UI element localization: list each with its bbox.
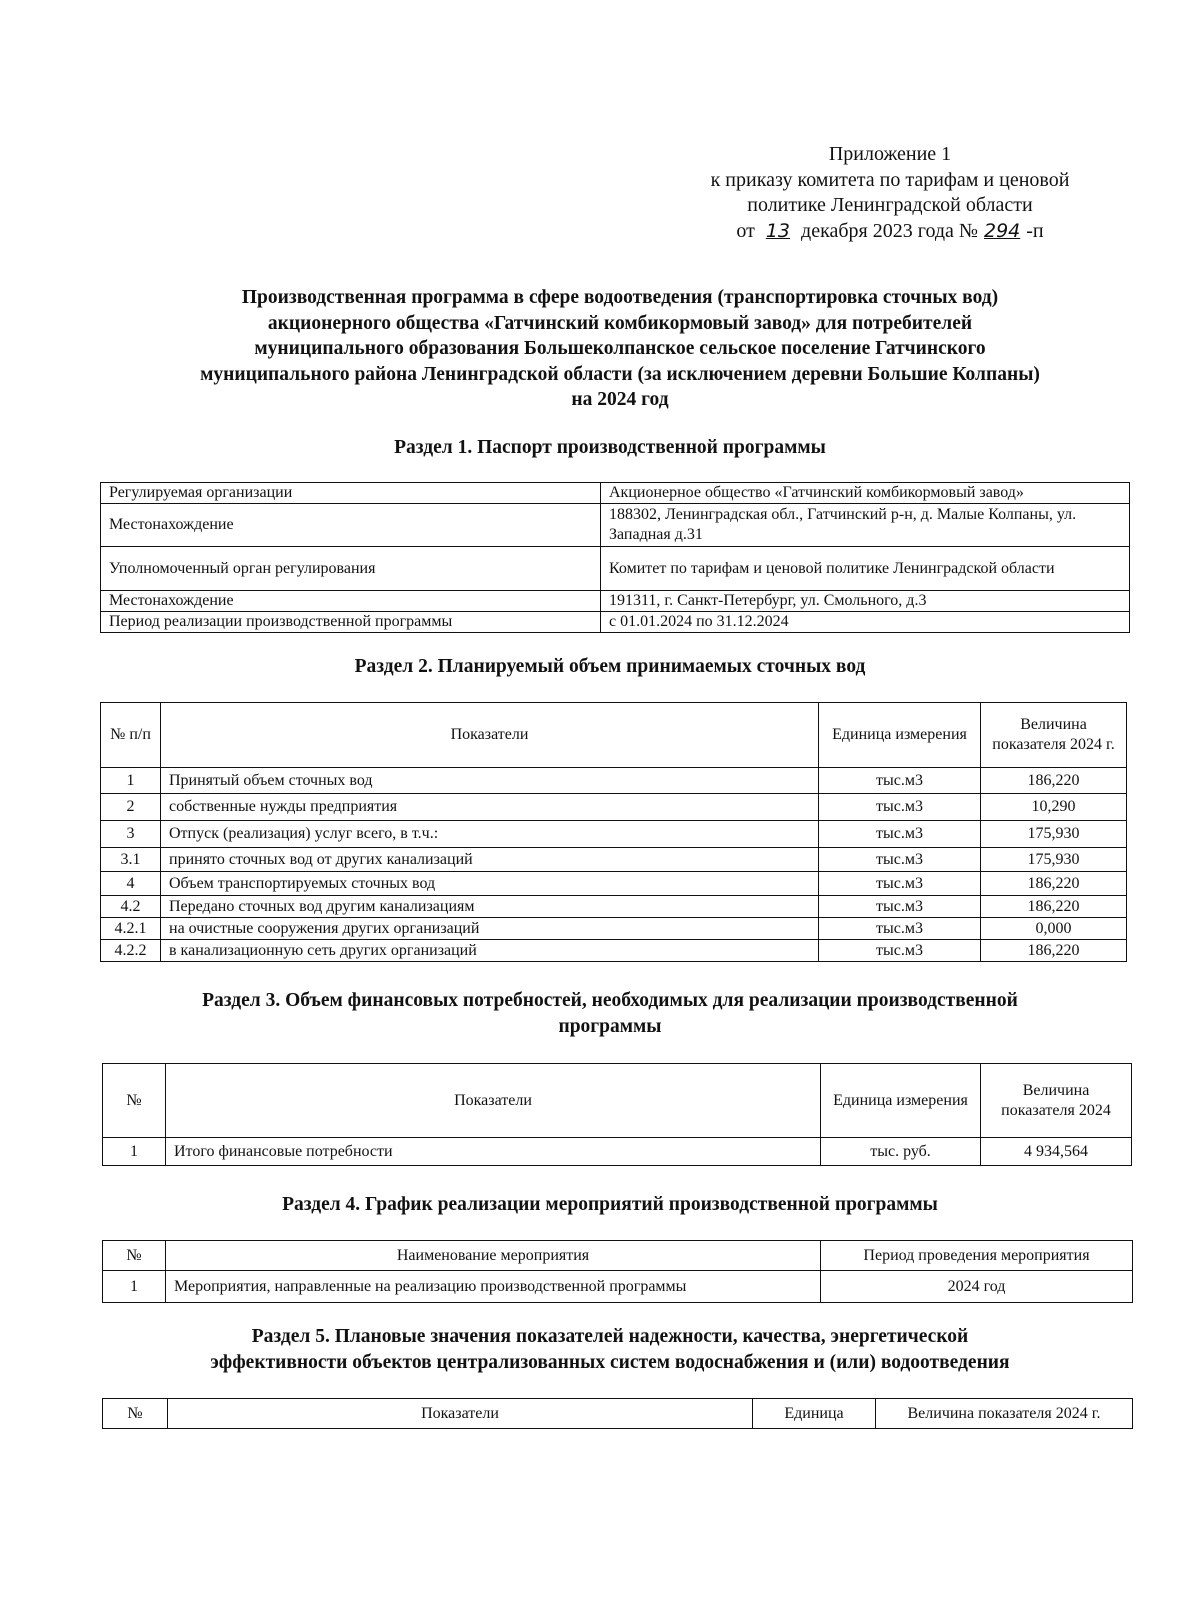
table-header-row [101, 703, 1127, 768]
cell: 3.1 [101, 848, 161, 872]
schedule-table [102, 1240, 1133, 1303]
cell: Передано сточных вод другим канализациям [161, 896, 819, 918]
section2-heading: Раздел 2. Планируемый объем принимаемых сточных вод [354, 656, 866, 677]
header-cell: № [103, 1241, 166, 1271]
document-title [90, 285, 1150, 413]
section3-heading [90, 988, 1130, 1040]
cell: Период реализации производственной программы [101, 612, 601, 633]
heading-line: Раздел 5. Плановые значения показателей надежности, качества, энергетической [251, 1326, 969, 1347]
table-row [101, 896, 1127, 918]
table-header-row [103, 1399, 1133, 1429]
table-row [101, 848, 1127, 872]
appendix-date-line [640, 219, 1140, 245]
header-cell: Величина показателя 2024 г. [981, 703, 1127, 768]
wastewater-volume-table [100, 702, 1127, 962]
header-cell: Показатели [161, 703, 819, 768]
cell: Местонахождение [101, 591, 601, 612]
header-cell: Период проведения мероприятия [821, 1241, 1133, 1271]
section4-heading: Раздел 4. График реализации мероприятий производственной программы [282, 1194, 938, 1215]
cell: в канализационную сеть других организаций [161, 940, 819, 962]
cell: Акционерное общество «Гатчинский комбикормовый завод» [601, 483, 1130, 504]
header-cell: Величина показателя 2024 [981, 1064, 1132, 1138]
header-cell: Величина показателя 2024 г. [876, 1399, 1133, 1429]
cell: 2024 год [821, 1271, 1133, 1303]
table-header-row [103, 1241, 1133, 1271]
table-row [101, 591, 1130, 612]
cell: Отпуск (реализация) услуг всего, в т.ч.: [161, 821, 819, 848]
table-row [101, 547, 1130, 591]
cell: тыс. руб. [821, 1138, 981, 1166]
cell: 2 [101, 794, 161, 821]
cell: на очистные сооружения других организаций [161, 918, 819, 940]
cell: 1 [103, 1271, 166, 1303]
cell: 4.2.2 [101, 940, 161, 962]
cell: Комитет по тарифам и ценовой политике Ленинградской области [601, 547, 1130, 591]
order-number: 294 [984, 219, 1021, 242]
cell: тыс.м3 [819, 848, 981, 872]
header-cell: № [103, 1399, 168, 1429]
cell: 186,220 [981, 872, 1127, 896]
order-suffix: -п [1026, 219, 1044, 242]
appendix-header [640, 142, 1140, 244]
passport-table [100, 482, 1130, 633]
heading-line: Раздел 3. Объем финансовых потребностей, необходимых для реализации производственной [202, 990, 1018, 1011]
cell: 0,000 [981, 918, 1127, 940]
cell: Объем транспортируемых сточных вод [161, 872, 819, 896]
indicators-table [102, 1398, 1133, 1429]
cell: 3 [101, 821, 161, 848]
header-cell: Показатели [168, 1399, 753, 1429]
cell: тыс.м3 [819, 896, 981, 918]
cell: 10,290 [981, 794, 1127, 821]
cell: Регулируемая организации [101, 483, 601, 504]
cell: тыс.м3 [819, 872, 981, 896]
cell: 1 [103, 1138, 166, 1166]
table-row [101, 612, 1130, 633]
heading-line: программы [558, 1016, 662, 1037]
title-line: муниципального образования Большеколпанское сельское поселение Гатчинского [254, 338, 986, 359]
heading-line: эффективности объектов централизованных систем водоснабжения и (или) водоотведения [210, 1352, 1010, 1373]
table-row [101, 821, 1127, 848]
appendix-line3: политике Ленинградской области [747, 194, 1033, 216]
section5-heading [90, 1324, 1130, 1376]
table-row [101, 483, 1130, 504]
cell: тыс.м3 [819, 794, 981, 821]
cell: 4.2 [101, 896, 161, 918]
title-line: муниципального района Ленинградской области (за исключением деревни Большие Колпаны) [200, 363, 1040, 385]
header-cell: № [103, 1064, 166, 1138]
cell: Мероприятия, направленные на реализацию производственной программы [166, 1271, 821, 1303]
cell: 4.2.1 [101, 918, 161, 940]
cell: 175,930 [981, 821, 1127, 848]
header-cell: Единица [753, 1399, 876, 1429]
table-row [101, 918, 1127, 940]
cell: 186,220 [981, 896, 1127, 918]
header-cell: Единица измерения [821, 1064, 981, 1138]
cell: 175,930 [981, 848, 1127, 872]
cell: Итого финансовые потребности [166, 1138, 821, 1166]
title-line: акционерного общества «Гатчинский комбикормовый завод» для потребителей [267, 312, 973, 334]
cell: Местонахождение [101, 504, 601, 547]
cell: 4 934,564 [981, 1138, 1132, 1166]
table-row [103, 1138, 1132, 1166]
table-row [101, 872, 1127, 896]
table-row [103, 1271, 1133, 1303]
cell: собственные нужды предприятия [161, 794, 819, 821]
table-row [101, 504, 1130, 547]
cell: 186,220 [981, 768, 1127, 794]
financial-needs-table [102, 1063, 1132, 1166]
appendix-line2: к приказу комитета по тарифам и ценовой [710, 168, 1070, 191]
cell: 1 [101, 768, 161, 794]
header-cell: Показатели [166, 1064, 821, 1138]
date-prefix: от [736, 219, 755, 242]
cell: 186,220 [981, 940, 1127, 962]
cell: с 01.01.2024 по 31.12.2024 [601, 612, 1130, 633]
section1-heading: Раздел 1. Паспорт производственной программы [394, 437, 826, 458]
order-day: 13 [765, 219, 791, 242]
appendix-line1: Приложение 1 [828, 143, 952, 165]
title-line: Производственная программа в сфере водоотведения (транспортировка сточных вод) [241, 287, 999, 308]
title-line: на 2024 год [571, 389, 669, 410]
table-row [101, 794, 1127, 821]
cell: 191311, г. Санкт-Петербург, ул. Смольного, д.3 [601, 591, 1130, 612]
cell: Уполномоченный орган регулирования [101, 547, 601, 591]
table-row [101, 768, 1127, 794]
cell: тыс.м3 [819, 821, 981, 848]
table-header-row [103, 1064, 1132, 1138]
header-cell: Единица измерения [819, 703, 981, 768]
date-mid: декабря 2023 года № [801, 219, 978, 242]
table-row [101, 940, 1127, 962]
cell: тыс.м3 [819, 918, 981, 940]
cell: Принятый объем сточных вод [161, 768, 819, 794]
cell: 4 [101, 872, 161, 896]
cell: принято сточных вод от других канализаций [161, 848, 819, 872]
header-cell: Наименование мероприятия [166, 1241, 821, 1271]
cell: 188302, Ленинградская обл., Гатчинский р-н, д. Малые Колпаны, ул. Западная д.31 [601, 504, 1130, 547]
header-cell: № п/п [101, 703, 161, 768]
cell: тыс.м3 [819, 768, 981, 794]
cell: тыс.м3 [819, 940, 981, 962]
